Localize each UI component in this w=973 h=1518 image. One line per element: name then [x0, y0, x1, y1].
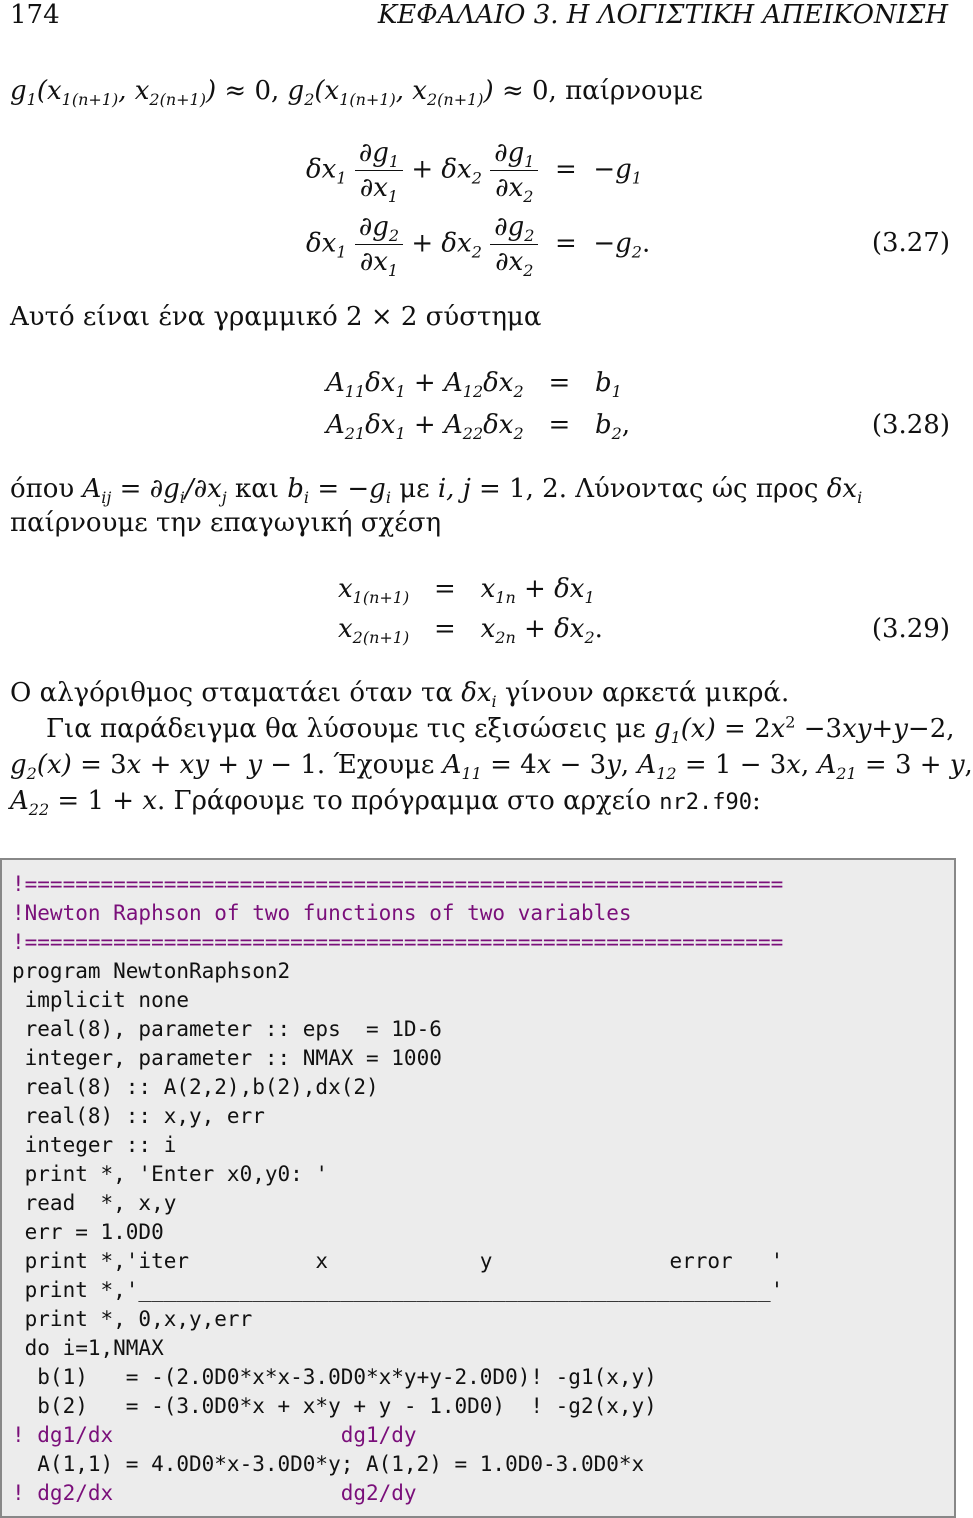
code-line: A(1,1) = 4.0D0*x-3.0D0*y; A(1,2) = 1.0D0-3.0D0*x	[12, 1452, 645, 1476]
example-line-3: $A_{22} = 1 + x$. Γράφουμε το πρόγραμμα στο αρχείο nr2.f90:	[10, 786, 761, 820]
solving-text: Λύνοντας ώς προς	[575, 474, 819, 504]
code-line: do i=1,NMAX	[12, 1336, 164, 1360]
page-number: 174	[10, 0, 60, 30]
code-line: print *, 'Enter x0,y0: '	[12, 1162, 329, 1186]
system-intro: Αυτό είναι ένα γραμμικό 2 × 2 σύστημα	[10, 302, 542, 332]
code-listing	[0, 858, 956, 1518]
code-line: print *,'iter x y error '	[12, 1249, 784, 1273]
code-line: real(8) :: A(2,2),b(2),dx(2)	[12, 1075, 379, 1099]
example-line-2: $g_2(x) = 3x$ + xy + y − 1. Έχουμε $A_{11} = 4x - 3y$, $A_{12} = 1 - 3x$, $A_{21} = 3 + y$,	[10, 750, 973, 784]
stop-line-end: γίνουν αρκετά μικρά.	[504, 678, 790, 708]
stop-line: Ο αλγόριθμος σταματάει όταν τα $\delta x_i$ γίνουν αρκετά μικρά.	[10, 678, 790, 712]
code-line: real(8) :: x,y, err	[12, 1104, 265, 1128]
example-start: Για παράδειγμα θα λύσουμε τις εξισώσεις με	[46, 714, 646, 744]
eq-327-row1: $\delta x_1$ $\frac{\partial g_1}{\partial x_1}$ + $\delta x_2$ $\frac{\partial g_1}{\partial x_2}$ = $-g_1$	[306, 138, 642, 207]
code-line: !============================================================	[12, 930, 784, 954]
code-line: program NewtonRaphson2	[12, 959, 291, 983]
iterative-line: παίρνουμε την επαγωγική σχέση	[10, 508, 442, 538]
eq-327-row2: $\delta x_1$ $\frac{\partial g_2}{\partial x_1}$ + $\delta x_2$ $\frac{\partial g_2}{\partial x_2}$ = $-g_2$.	[306, 212, 651, 281]
code-line: !============================================================	[12, 872, 784, 896]
code-line: ! dg2/dx dg2/dy	[12, 1481, 417, 1505]
code-line: err = 1.0D0	[12, 1220, 164, 1244]
stop-line-text: Ο αλγόριθμος σταματάει όταν τα	[10, 678, 453, 708]
eq-328-row2: $A_{21}\delta x_1 + A_{22}\delta x_2$ = $b_2$,	[326, 410, 631, 444]
program-line: Γράφουμε το πρόγραμμα στο αρχείο	[173, 786, 652, 816]
code-line: integer :: i	[12, 1133, 177, 1157]
where-start: όπου	[10, 474, 75, 504]
eq-329-row2: $x_{2(n+1)}$ = $x_{2n} + \delta x_2$.	[338, 614, 603, 648]
code-line: real(8), parameter :: eps = 1D-6	[12, 1017, 442, 1041]
approx-condition: $g_1(x_{1(n+1)}$, $x_{2(n+1)}) \approx 0$, $g_2(x_{1(n+1)}$, $x_{2(n+1)}) \approx 0$, παίρνουμε	[10, 76, 703, 110]
where-and: και	[234, 474, 279, 504]
where-line: όπου $A_{ij} = \partial g_i/\partial x_j$ και $b_i = -g_i$ με i, j = 1, 2. Λύνοντας ώς προς $\delta x_i$	[10, 474, 863, 508]
filename: nr2.f90	[659, 790, 752, 815]
code-line: read *, x,y	[12, 1191, 177, 1215]
code-line: print *,'__________________________________________________'	[12, 1278, 784, 1302]
approx-suffix: παίρνουμε	[565, 76, 703, 106]
where-with: με	[399, 474, 430, 504]
example-line-1: Για παράδειγμα θα λύσουμε τις εξισώσεις με $g_1(x) = 2x^2 -3xy+y-2$,	[46, 712, 955, 748]
code-line: !Newton Raphson of two functions of two variables	[12, 901, 632, 925]
we-have: Έχουμε	[333, 750, 435, 780]
colon: :	[752, 786, 761, 816]
code-line: ! dg1/dx dg1/dy	[12, 1423, 417, 1447]
code-line: b(2) = -(3.0D0*x + x*y + y - 1.0D0) ! -g2(x,y)	[12, 1394, 657, 1418]
code-line: implicit none	[12, 988, 190, 1012]
eq-number-329: (3.29)	[871, 614, 950, 644]
eq-number-328: (3.28)	[871, 410, 950, 440]
code-line: print *, 0,x,y,err	[12, 1307, 253, 1331]
eq-329-row1: $x_{1(n+1)}$ = $x_{1n} + \delta x_1$	[338, 574, 595, 608]
code-line: integer, parameter :: NMAX = 1000	[12, 1046, 442, 1070]
eq-number-327: (3.27)	[871, 228, 950, 258]
code-line: b(1) = -(2.0D0*x*x-3.0D0*x*y+y-2.0D0)! -g1(x,y)	[12, 1365, 657, 1389]
chapter-title: ΚΕΦΑΛΑΙΟ 3. Η ΛΟΓΙΣΤΙΚΗ ΑΠΕΙΚΟΝΙΣΗ	[377, 0, 948, 30]
eq-328-row1: $A_{11}\delta x_1 + A_{12}\delta x_2$ = $b_1$	[326, 368, 622, 402]
code-block	[12, 870, 783, 1508]
